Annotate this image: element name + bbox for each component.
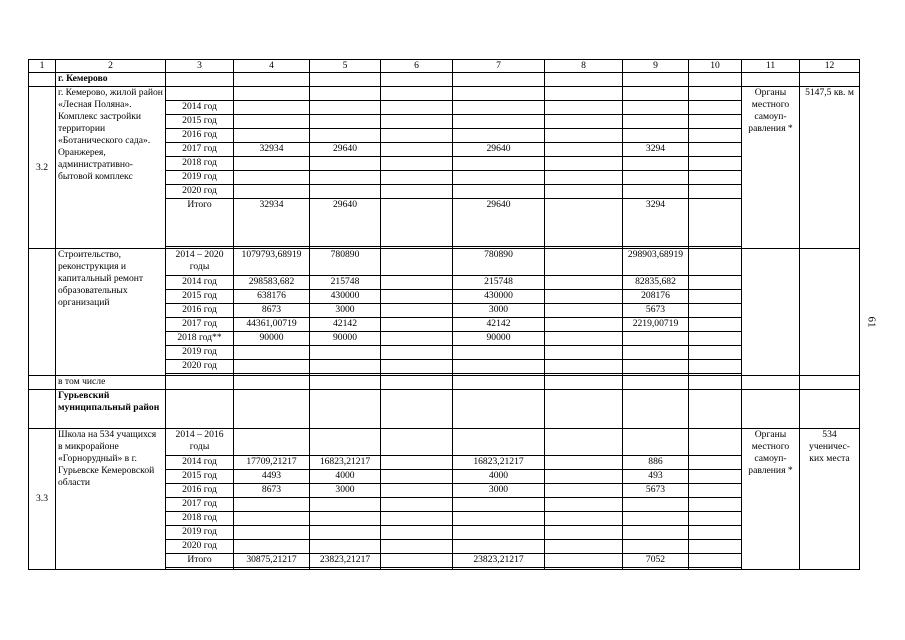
- table-cell: [234, 73, 310, 87]
- value-cell: 430000: [453, 290, 545, 304]
- executor: Органы местного самоуп-равления *: [742, 429, 800, 570]
- value-cell: [310, 115, 381, 129]
- table-cell: [310, 87, 381, 101]
- value-cell: [453, 185, 545, 199]
- table-cell: [381, 115, 453, 129]
- table-cell: [689, 568, 742, 570]
- section-title: Гурьевский муниципальный район: [56, 390, 166, 429]
- table-cell: [689, 185, 742, 199]
- year-cell: 2018 год: [166, 157, 234, 171]
- table-cell: [381, 318, 453, 332]
- value-cell: 42142: [310, 318, 381, 332]
- table-cell: [381, 185, 453, 199]
- value-cell: 780890: [453, 249, 545, 276]
- value-cell: 3000: [453, 304, 545, 318]
- table-cell: [234, 429, 310, 456]
- table-cell: [381, 456, 453, 470]
- table-cell: [689, 304, 742, 318]
- table-cell: [381, 470, 453, 484]
- table-cell: [623, 429, 689, 456]
- value-cell: [234, 101, 310, 115]
- value-cell: [310, 540, 381, 554]
- table-cell: [742, 376, 800, 390]
- year-cell: 2016 год: [166, 304, 234, 318]
- total-value: 23823,21217: [453, 554, 545, 568]
- year-cell: 2019 год: [166, 346, 234, 360]
- table-cell: [689, 456, 742, 470]
- table-cell: [689, 360, 742, 374]
- table-cell: [689, 376, 742, 390]
- column-number: 10: [689, 60, 742, 73]
- column-number: 8: [545, 60, 623, 73]
- year-cell: 2019 год: [166, 171, 234, 185]
- value-cell: 780890: [310, 249, 381, 276]
- value-cell: 638176: [234, 290, 310, 304]
- table-cell: [545, 540, 623, 554]
- table-cell: [545, 185, 623, 199]
- value-cell: [623, 360, 689, 374]
- table-cell: [800, 376, 860, 390]
- table-cell: [545, 101, 623, 115]
- value-cell: 4000: [310, 470, 381, 484]
- value-cell: 5673: [623, 484, 689, 498]
- value-cell: [234, 129, 310, 143]
- table-cell: [234, 87, 310, 101]
- table-cell: [381, 249, 453, 276]
- value-cell: 4000: [453, 470, 545, 484]
- table-cell: [381, 199, 453, 247]
- column-number: 3: [166, 60, 234, 73]
- table-cell: [545, 470, 623, 484]
- value-cell: [234, 157, 310, 171]
- table-cell: [689, 143, 742, 157]
- value-cell: [453, 115, 545, 129]
- table-cell: [689, 484, 742, 498]
- period-cell: 2014 – 2020 годы: [166, 249, 234, 276]
- table-cell: [545, 318, 623, 332]
- value-cell: 32934: [234, 143, 310, 157]
- table-cell: [453, 73, 545, 87]
- table-cell: [166, 390, 234, 429]
- table-cell: [545, 276, 623, 290]
- table-cell: [381, 484, 453, 498]
- table-cell: [381, 526, 453, 540]
- value-cell: [623, 157, 689, 171]
- table-cell: [310, 568, 381, 570]
- table-cell: [623, 376, 689, 390]
- table-cell: [545, 73, 623, 87]
- table-cell: [310, 429, 381, 456]
- table-cell: [545, 249, 623, 276]
- item-description: Школа на 534 учащихся в микрорайоне «Горнорудный» в г. Гурьевске Кемеровской области: [56, 429, 166, 570]
- value-cell: 90000: [234, 332, 310, 346]
- table-cell: [689, 290, 742, 304]
- table-cell: [689, 115, 742, 129]
- value-cell: [623, 101, 689, 115]
- table-cell: [381, 390, 453, 429]
- total-value: 32934: [234, 199, 310, 247]
- table-cell: [545, 199, 623, 247]
- header-row: [29, 60, 860, 73]
- table-cell: [381, 429, 453, 456]
- table-cell: [381, 87, 453, 101]
- value-cell: 493: [623, 470, 689, 484]
- table-cell: [166, 376, 234, 390]
- year-cell: 2014 год: [166, 276, 234, 290]
- value-cell: [234, 115, 310, 129]
- value-cell: [234, 171, 310, 185]
- table-cell: [800, 390, 860, 429]
- total-value: 7052: [623, 554, 689, 568]
- table-row: [29, 429, 860, 456]
- value-cell: 886: [623, 456, 689, 470]
- value-cell: 82835,682: [623, 276, 689, 290]
- value-cell: [623, 512, 689, 526]
- table-cell: [545, 143, 623, 157]
- year-cell: 2017 год: [166, 498, 234, 512]
- total-value: 29640: [310, 199, 381, 247]
- value-cell: [310, 171, 381, 185]
- table-cell: [310, 73, 381, 87]
- column-number: 2: [56, 60, 166, 73]
- value-cell: 298583,682: [234, 276, 310, 290]
- value-cell: [453, 360, 545, 374]
- value-cell: 29640: [453, 143, 545, 157]
- value-cell: 8673: [234, 304, 310, 318]
- column-number: 1: [29, 60, 56, 73]
- value-cell: 1079793,68919: [234, 249, 310, 276]
- table-cell: [545, 554, 623, 568]
- value-cell: [453, 512, 545, 526]
- table-cell: [742, 390, 800, 429]
- table-cell: [545, 115, 623, 129]
- value-cell: [453, 101, 545, 115]
- value-cell: [623, 115, 689, 129]
- value-cell: [453, 346, 545, 360]
- table-cell: [689, 429, 742, 456]
- table-cell: [689, 157, 742, 171]
- total-value: 29640: [453, 199, 545, 247]
- table-cell: [689, 346, 742, 360]
- table-cell: [234, 376, 310, 390]
- table-cell: [381, 171, 453, 185]
- value-cell: [234, 512, 310, 526]
- table-cell: [381, 73, 453, 87]
- table-cell: [381, 157, 453, 171]
- table-cell: [689, 540, 742, 554]
- value-cell: [623, 526, 689, 540]
- table-cell: [381, 512, 453, 526]
- value-cell: 2219,00719: [623, 318, 689, 332]
- table-cell: [623, 73, 689, 87]
- table-cell: [381, 346, 453, 360]
- table-cell: [689, 318, 742, 332]
- value-cell: [234, 360, 310, 374]
- table-row: [29, 249, 860, 276]
- value-cell: [310, 360, 381, 374]
- table-cell: [689, 512, 742, 526]
- value-cell: [453, 526, 545, 540]
- table-cell: [29, 376, 56, 390]
- table-cell: [166, 568, 234, 570]
- table-cell: [623, 87, 689, 101]
- column-number: 6: [381, 60, 453, 73]
- table-cell: [381, 498, 453, 512]
- table-cell: [689, 470, 742, 484]
- table-cell: [545, 390, 623, 429]
- year-cell: 2017 год: [166, 143, 234, 157]
- year-cell: 2018 год**: [166, 332, 234, 346]
- value-cell: 3000: [310, 484, 381, 498]
- column-number: 5: [310, 60, 381, 73]
- table-cell: [545, 157, 623, 171]
- year-cell: 2016 год: [166, 129, 234, 143]
- section-title: г. Кемерово: [56, 73, 166, 87]
- value-cell: [623, 171, 689, 185]
- table-cell: [381, 276, 453, 290]
- table-cell: [381, 304, 453, 318]
- table-cell: [689, 73, 742, 87]
- value-cell: 29640: [310, 143, 381, 157]
- value-cell: [623, 185, 689, 199]
- table-cell: [381, 129, 453, 143]
- table-cell: [453, 390, 545, 429]
- value-cell: 215748: [310, 276, 381, 290]
- table-cell: [453, 568, 545, 570]
- year-cell: 2020 год: [166, 360, 234, 374]
- table-cell: [166, 73, 234, 87]
- table-cell: [381, 143, 453, 157]
- value-cell: [234, 526, 310, 540]
- value-cell: 4493: [234, 470, 310, 484]
- value-cell: 17709,21217: [234, 456, 310, 470]
- result: 5147,5 кв. м: [800, 87, 860, 249]
- table-cell: [381, 568, 453, 570]
- table-cell: [381, 554, 453, 568]
- section-title-row: [29, 73, 860, 87]
- table-cell: [689, 249, 742, 276]
- year-cell: 2015 год: [166, 115, 234, 129]
- table-cell: [689, 129, 742, 143]
- executor: Органы местного самоуп-равления *: [742, 87, 800, 249]
- item-number: 3.2: [29, 87, 56, 249]
- table-cell: [545, 456, 623, 470]
- table-cell: [689, 171, 742, 185]
- table-cell: [234, 568, 310, 570]
- item-number: 3.3: [29, 429, 56, 570]
- value-cell: 208176: [623, 290, 689, 304]
- table-cell: [381, 101, 453, 115]
- table-cell: [234, 390, 310, 429]
- page-number: 61: [865, 316, 878, 328]
- table-cell: [742, 249, 800, 376]
- column-number: 4: [234, 60, 310, 73]
- table-cell: [545, 332, 623, 346]
- table-cell: [689, 276, 742, 290]
- total-label: Итого: [166, 554, 234, 568]
- value-cell: [453, 171, 545, 185]
- value-cell: 3000: [310, 304, 381, 318]
- table-cell: [166, 87, 234, 101]
- table-cell: [545, 129, 623, 143]
- column-number: 12: [800, 60, 860, 73]
- value-cell: [623, 540, 689, 554]
- value-cell: 298903,68919: [623, 249, 689, 276]
- value-cell: [310, 101, 381, 115]
- value-cell: [310, 512, 381, 526]
- table-cell: [453, 87, 545, 101]
- table-cell: [453, 376, 545, 390]
- value-cell: [310, 526, 381, 540]
- value-cell: 16823,21217: [453, 456, 545, 470]
- table-cell: [545, 346, 623, 360]
- result: 534 ученичес-ких места: [800, 429, 860, 570]
- table-cell: [689, 498, 742, 512]
- table-cell: [545, 484, 623, 498]
- table-cell: [689, 554, 742, 568]
- year-cell: 2014 год: [166, 456, 234, 470]
- table-cell: [545, 171, 623, 185]
- total-label: Итого: [166, 199, 234, 247]
- section-title-row: [29, 390, 860, 429]
- value-cell: 44361,00719: [234, 318, 310, 332]
- table-cell: [800, 249, 860, 376]
- table-cell: [545, 568, 623, 570]
- year-cell: 2020 год: [166, 540, 234, 554]
- year-cell: 2015 год: [166, 290, 234, 304]
- budget-table: [28, 59, 860, 570]
- value-cell: [234, 498, 310, 512]
- value-cell: [623, 346, 689, 360]
- value-cell: 16823,21217: [310, 456, 381, 470]
- value-cell: 5673: [623, 304, 689, 318]
- value-cell: 3294: [623, 143, 689, 157]
- value-cell: [623, 129, 689, 143]
- table-cell: [29, 390, 56, 429]
- value-cell: [623, 332, 689, 346]
- column-number: 9: [623, 60, 689, 73]
- table-cell: [545, 429, 623, 456]
- table-cell: [689, 87, 742, 101]
- table-cell: [381, 290, 453, 304]
- table-cell: [689, 526, 742, 540]
- table-cell: [623, 568, 689, 570]
- table-cell: [689, 390, 742, 429]
- table-cell: [545, 526, 623, 540]
- table-cell: [381, 360, 453, 374]
- item-description: г. Кемерово, жилой район «Лесная Поляна». Комплекс застройки территории «Ботанического сада». Оранжерея, административно-бытовой комплекс: [56, 87, 166, 249]
- value-cell: [310, 129, 381, 143]
- table-cell: [545, 290, 623, 304]
- table-cell: [381, 332, 453, 346]
- value-cell: [310, 498, 381, 512]
- value-cell: [310, 185, 381, 199]
- value-cell: 3000: [453, 484, 545, 498]
- value-cell: [234, 346, 310, 360]
- year-cell: 2019 год: [166, 526, 234, 540]
- value-cell: 90000: [453, 332, 545, 346]
- value-cell: [234, 185, 310, 199]
- table-cell: [800, 73, 860, 87]
- table-cell: [381, 376, 453, 390]
- table-cell: [742, 73, 800, 87]
- total-value: 30875,21217: [234, 554, 310, 568]
- value-cell: [623, 498, 689, 512]
- value-cell: [453, 129, 545, 143]
- value-cell: [453, 498, 545, 512]
- value-cell: [453, 540, 545, 554]
- table-cell: [545, 376, 623, 390]
- total-value: 3294: [623, 199, 689, 247]
- value-cell: 215748: [453, 276, 545, 290]
- table-cell: [689, 101, 742, 115]
- value-cell: [310, 157, 381, 171]
- table-cell: [545, 360, 623, 374]
- table-cell: [29, 249, 56, 376]
- year-cell: 2016 год: [166, 484, 234, 498]
- item-description: Строительство, реконструкция и капитальный ремонт образовательных организаций: [56, 249, 166, 376]
- table-cell: [545, 87, 623, 101]
- period-cell: 2014 – 2016 годы: [166, 429, 234, 456]
- year-cell: 2020 год: [166, 185, 234, 199]
- table-cell: [623, 390, 689, 429]
- table-cell: [545, 512, 623, 526]
- table-cell: [689, 332, 742, 346]
- value-cell: 430000: [310, 290, 381, 304]
- value-cell: 42142: [453, 318, 545, 332]
- value-cell: [234, 540, 310, 554]
- table-cell: [310, 390, 381, 429]
- table-cell: [545, 304, 623, 318]
- year-cell: 2014 год: [166, 101, 234, 115]
- table-cell: [381, 540, 453, 554]
- column-number: 11: [742, 60, 800, 73]
- year-cell: 2015 год: [166, 470, 234, 484]
- value-cell: [310, 346, 381, 360]
- table-cell: [310, 376, 381, 390]
- year-cell: 2018 год: [166, 512, 234, 526]
- table-row: [29, 87, 860, 101]
- value-cell: 90000: [310, 332, 381, 346]
- table-cell: [453, 429, 545, 456]
- including-label: в том числе: [56, 376, 166, 390]
- total-value: 23823,21217: [310, 554, 381, 568]
- table-cell: [545, 498, 623, 512]
- table-cell: [29, 73, 56, 87]
- table-cell: [689, 199, 742, 247]
- value-cell: 8673: [234, 484, 310, 498]
- year-cell: 2017 год: [166, 318, 234, 332]
- value-cell: [453, 157, 545, 171]
- column-number: 7: [453, 60, 545, 73]
- table-row: [29, 376, 860, 390]
